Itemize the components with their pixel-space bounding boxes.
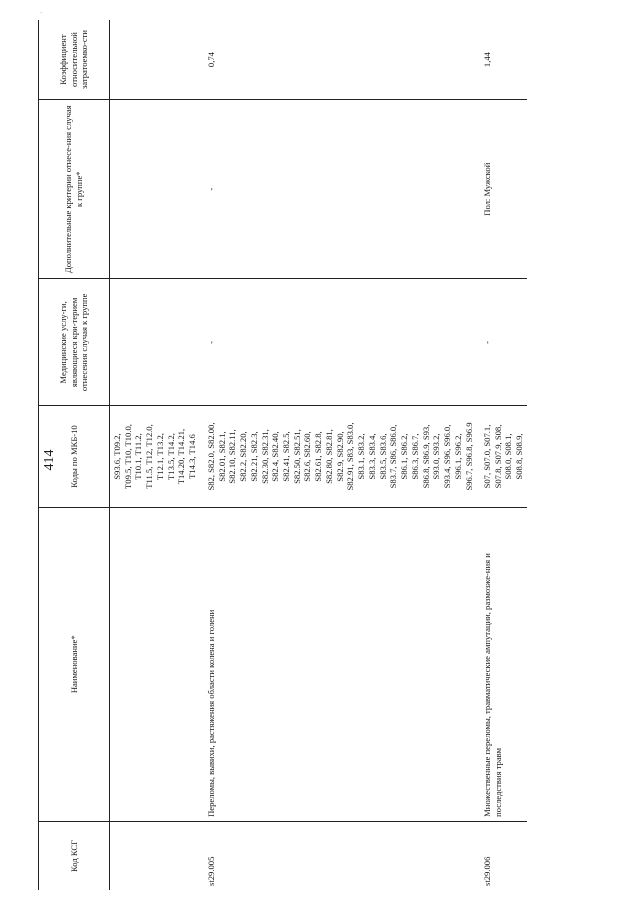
- cell-mkb: S93.6, T09.2, T09.5, T10, T10.0, T10.1, T11.2, T11.5, T12, T12.0, T12.1, T13.2, T13.5, T14.2, T14.20, T14.21, T14.3, T14.6: [110, 406, 202, 507]
- table-row: [478, 20, 527, 890]
- cell-coef: [110, 20, 202, 100]
- cell-coef: 1,44: [478, 20, 527, 100]
- cell-criteria: [110, 100, 202, 279]
- cell-mkb: S82, S82.0, S82.00, S82.01, S82.1, S82.10, S82.11, S82.2, S82.20, S82.21, S82.3, S82.30, S82.31, S82.4, S82.40, S82.41, S82.5, S82.50, S82.51, S82.6, S82.60, S82.61, S82.8, S82.80, S82.81, S82.9, S82.90, S82.91, S83, S83.0, S83.1, S83.2, S83.3, S83.4, S83.5, S83.6, S83.7, S86, S86.0, S86.1, S86.2, S86.3, S86.7, S86.8, S86.9, S93, S93.0, S93.2, S93.4, S96, S96.0, S96.1, S96.2, S96.7, S96.8, S96.9: [202, 406, 478, 507]
- cell-name: Переломы, вывихи, растяжения области колена и голени: [202, 507, 478, 821]
- cell-code: [110, 821, 202, 890]
- table-row: [202, 20, 478, 890]
- cell-services: -: [202, 279, 478, 406]
- header-coef: Коэффициент относительной затратоемко-сти: [39, 20, 110, 100]
- table-header-row: [39, 20, 110, 890]
- corner-mark: -: [40, 8, 43, 16]
- header-code: Код КСГ: [39, 821, 110, 890]
- ksg-table: [38, 20, 527, 890]
- cell-code: st29.005: [205, 856, 216, 886]
- header-services: Медицинские услу-ги, являющиеся кри-терием отнесения случая к группе: [39, 279, 110, 406]
- cell-services: [110, 279, 202, 406]
- cell-name: [110, 507, 202, 821]
- cell-criteria: Пол: Мужской: [478, 100, 527, 279]
- header-mkb: Коды по МКБ-10: [39, 406, 110, 507]
- cell-mkb: S07, S07.0, S07.1, S07.8, S07.9, S08, S08.0, S08.1, S08.8, S08.9,: [478, 406, 527, 507]
- cell-services: -: [478, 279, 527, 406]
- table-row: [110, 20, 202, 890]
- header-criteria: Дополнительные критерии отнесе-ния случая к группе*: [39, 100, 110, 279]
- cell-name: Множественные переломы, травматические ампутации, размозже-ния и последствия травм: [478, 507, 527, 821]
- cell-criteria: -: [202, 100, 478, 279]
- cell-code: st29.006: [481, 856, 492, 886]
- header-name: Наименование*: [39, 507, 110, 821]
- page-number: 414: [42, 449, 57, 471]
- cell-coef: 0,74: [202, 20, 478, 100]
